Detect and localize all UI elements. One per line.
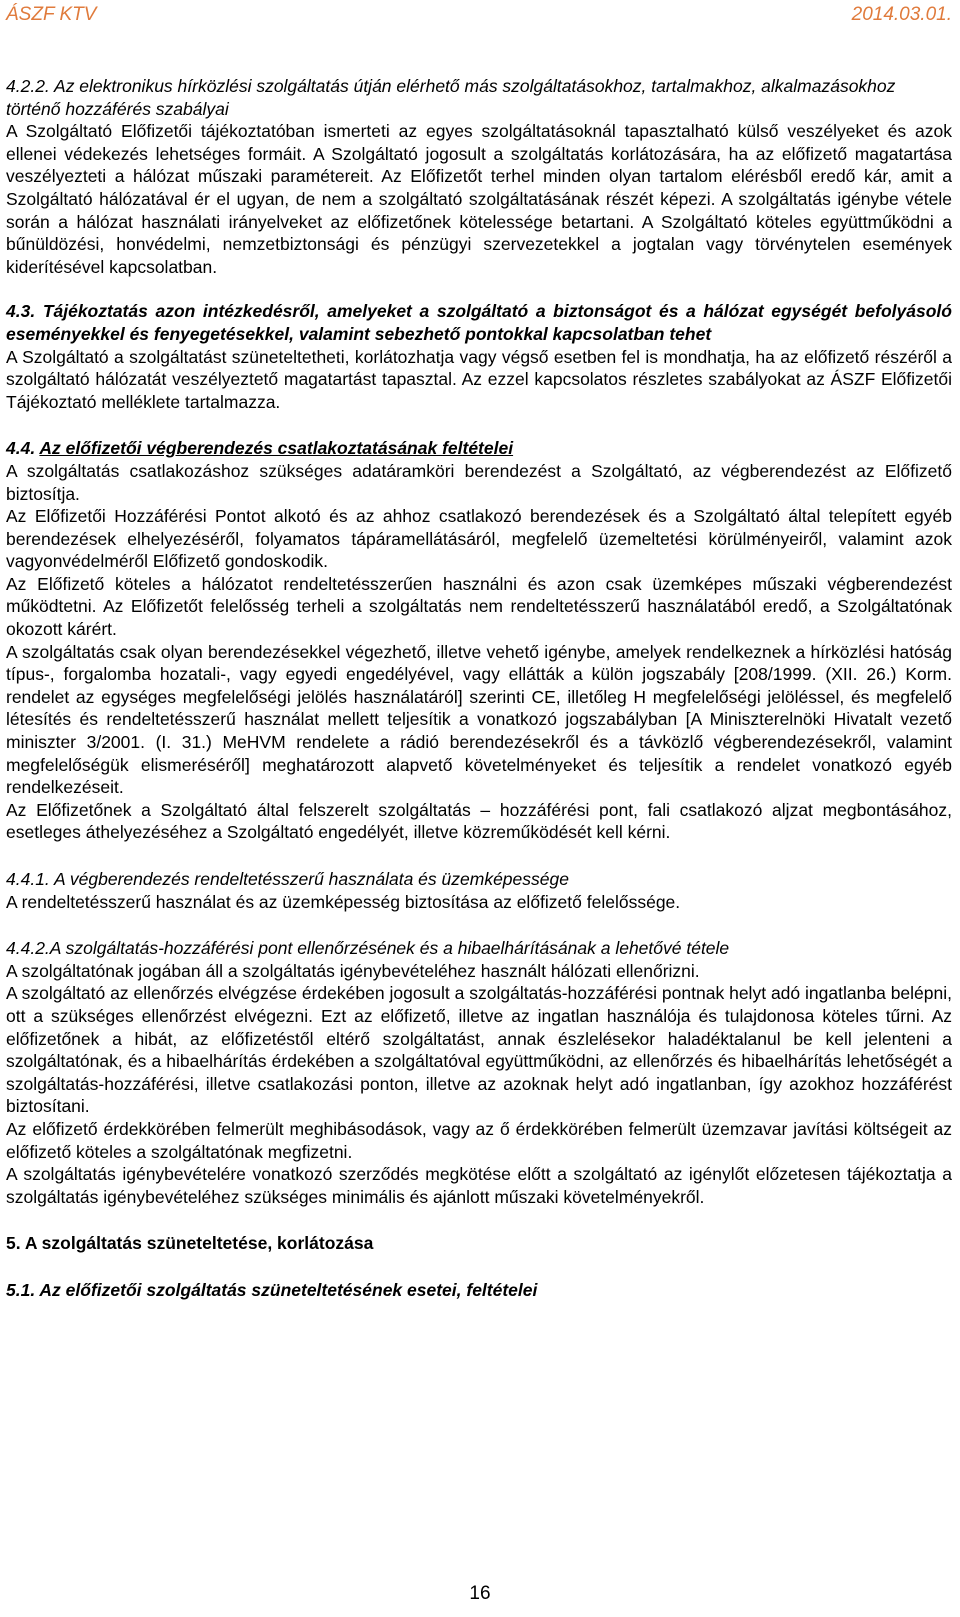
section-heading xyxy=(6,75,952,120)
section-4-4-2 xyxy=(6,937,952,1208)
section-number: 4.2.2. xyxy=(6,76,50,96)
section-number: 4.4.1. xyxy=(6,869,50,889)
paragraph: Az Előfizetői Hozzáférési Pontot alkotó és az ahhoz csatlakozó berendezések és a Szolgáltató által telepített egyéb berendezések elhelyezéséről, folyamatos tápáramellátásáról, megfelelő üzemeltetési körülményeiről, valamint azok vagyonvédelméről Előfizető gondoskodik. xyxy=(6,506,952,572)
page-header xyxy=(6,4,952,28)
section-4-4 xyxy=(6,437,952,844)
section-heading xyxy=(6,937,952,960)
section-heading xyxy=(6,868,952,891)
paragraph: A szolgáltatónak jogában áll a szolgáltatás igénybevételéhez használt hálózati ellenőrizni. xyxy=(6,960,700,981)
paragraph: A szolgáltatás csak olyan berendezésekkel végezhető, illetve vehető igénybe, amelyek rendelkeznek a hírközlési hatóság típus-, forgalomba hozatali-, vagy egyedi engedélyével, vagy ellátták a külön jogszabály [208/1999. (XII. 26.) Korm. rendelet az egységes megfelelőségi jelölés használatáról] szerinti CE, illetőleg H megfelelőségi jelöléssel, és megfelelő létesítés és rendeltetésszerű használat mellett teljesítik a vonatkozó jogszabályban [A Miniszterelnöki Hivatalt vezető miniszter 3/2001. (I. 31.) MeHVM rendelete a rádió berendezésekről és a távközlő végberendezésekről, valamint megfelelőségük elismeréséről] meghatározott alapvető követelményeket és teljesítik a rendelet vonatkozó egyéb rendelkezéseit. xyxy=(6,641,952,798)
header-doc-name: ÁSZF KTV xyxy=(6,4,97,25)
page-number: 16 xyxy=(469,1583,491,1604)
section-title: Az előfizetői szolgáltatás szüneteltetésének esetei, feltételei xyxy=(39,1279,538,1300)
section-number: 4.4. xyxy=(6,438,36,459)
paragraph: A szolgáltató az ellenőrzés elvégzése érdekében jogosult a szolgáltatás-hozzáférési pontnak helyt adó ingatlanba belépni, ott a szükséges ellenőrzést elvégezni. Ezt az előfizető, illetve az ingatlan használója és tulajdonosa köteles tűrni. Az előfizetőnek a hibát, az előfizetéstől eltérő szolgáltatást, annak észlelésekor haladéktalanul be kell jelenteni a szolgáltatónak, és a hibaelhárítás érdekében a szolgáltatóval együttműködni, az ellenőrzés és hibaelhárítás lehetőségét a szolgáltatás-hozzáférési, illetve csatlakozási ponton, illetve az azoknak helyt adó ingatlanban, így azokhoz hozzáférést biztosítani. xyxy=(6,983,952,1117)
section-5 xyxy=(6,1232,952,1255)
section-4-2-2 xyxy=(6,75,952,278)
section-number: 4.3. xyxy=(6,301,36,322)
section-title: Az előfizetői végberendezés csatlakoztatásának feltételei xyxy=(39,438,514,459)
section-heading xyxy=(6,437,952,460)
section-4-3 xyxy=(6,300,952,413)
section-title: Tájékoztatás azon intézkedésről, amelyeket a szolgáltató a biztonságot és a hálózat egységét befolyásoló eseményekkel és fenyegetésekkel, valamint sebezhető pontokkal kapcsolatban tehet xyxy=(6,301,952,344)
paragraph: A szolgáltatás csatlakozáshoz szükséges adatáramköri berendezést a Szolgáltató, az végberendezést az Előfizető biztosítja. xyxy=(6,460,952,504)
section-heading xyxy=(6,1232,952,1255)
paragraph: Az Előfizetőnek a Szolgáltató által felszerelt szolgáltatás – hozzáférési pont, fali csatlakozó aljzat megbontásához, esetleges áthelyezéséhez a Szolgáltató engedélyét, illetve közreműködését kell kérni. xyxy=(6,799,952,843)
section-4-4-1 xyxy=(6,868,952,913)
section-title: A szolgáltatás szüneteltetése, korlátozása xyxy=(24,1233,374,1254)
paragraph: Az Előfizető köteles a hálózatot rendeltetésszerűen használni és azon csak üzemképes műszaki végberendezést működtetni. Az Előfizetőt felelősség terheli a szolgáltatás nem rendeltetésszerű használatából eredő, a Szolgáltatónak okozott kárért. xyxy=(6,573,952,640)
section-number: 5. xyxy=(6,1233,21,1254)
paragraph: Az előfizető érdekkörében felmerült meghibásodások, vagy az ő érdekkörében felmerült üzemzavar javítási költségeit az előfizető köteles a szolgáltatónak megfizetni. xyxy=(6,1118,952,1162)
section-number: 5.1. xyxy=(6,1279,36,1300)
section-heading xyxy=(6,1279,952,1302)
section-heading xyxy=(6,300,952,345)
paragraph: A szolgáltatás igénybevételére vonatkozó szerződés megkötése előtt a szolgáltató az igénylőt előzetesen tájékoztatja a szolgáltatás igénybevételéhez szükséges minimális és ajánlott műszaki követelményekről. xyxy=(6,1164,952,1207)
document-body xyxy=(6,75,952,1326)
paragraph: A rendeltetésszerű használat és az üzemképesség biztosítása az előfizető felelőssége. xyxy=(6,891,681,912)
section-number: 4.4.2. xyxy=(6,938,50,959)
header-date: 2014.03.01. xyxy=(851,4,952,25)
paragraph: A Szolgáltató Előfizetői tájékoztatóban ismerteti az egyes szolgáltatásoknál tapasztalható külső veszélyeket és azok ellenei védekezés lehetséges formáit. A Szolgáltató jogosult a szolgáltatás korlátozására, ha az előfizető magatartása veszélyezteti a hálózat műszaki paramétereit. Az Előfizetőt terhel minden olyan tartalom elérésből eredő kár, amit a Szolgáltató hálózatával ér el ugyan, de nem a szolgáltató szolgáltatásának részét képezi. A szolgáltatás igénybe vétele során a hálózat használati irányelveket az előfizetőnek kötelessége betartani. A Szolgáltató köteles együttműködni a bűnüldözési, honvédelmi, nemzetbiztonsági és pénzügyi szervezetekkel a jogtalan vagy törvénytelen események kiderítésével kapcsolatban. xyxy=(6,121,952,277)
section-title: Az elektronikus hírközlési szolgáltatás útján elérhető más szolgáltatásokhoz, tartalmakhoz, alkalmazásokhoz történő hozzáférés szabályai xyxy=(6,76,896,119)
section-5-1 xyxy=(6,1279,952,1302)
section-title: A végberendezés rendeltetésszerű használata és üzemképessége xyxy=(54,869,569,889)
section-title: A szolgáltatás-hozzáférési pont ellenőrzésének és a hibaelhárításának a lehetővé tétele xyxy=(49,938,730,959)
paragraph: A Szolgáltató a szolgáltatást szüneteltetheti, korlátozhatja vagy végső esetben fel is mondhatja, ha az előfizető részéről a szolgáltató hálózatát veszélyeztető magatartást tapasztal. Az ezzel kapcsolatos részletes szabályokat az ÁSZF Előfizetői Tájékoztató melléklete tartalmazza. xyxy=(6,346,952,412)
